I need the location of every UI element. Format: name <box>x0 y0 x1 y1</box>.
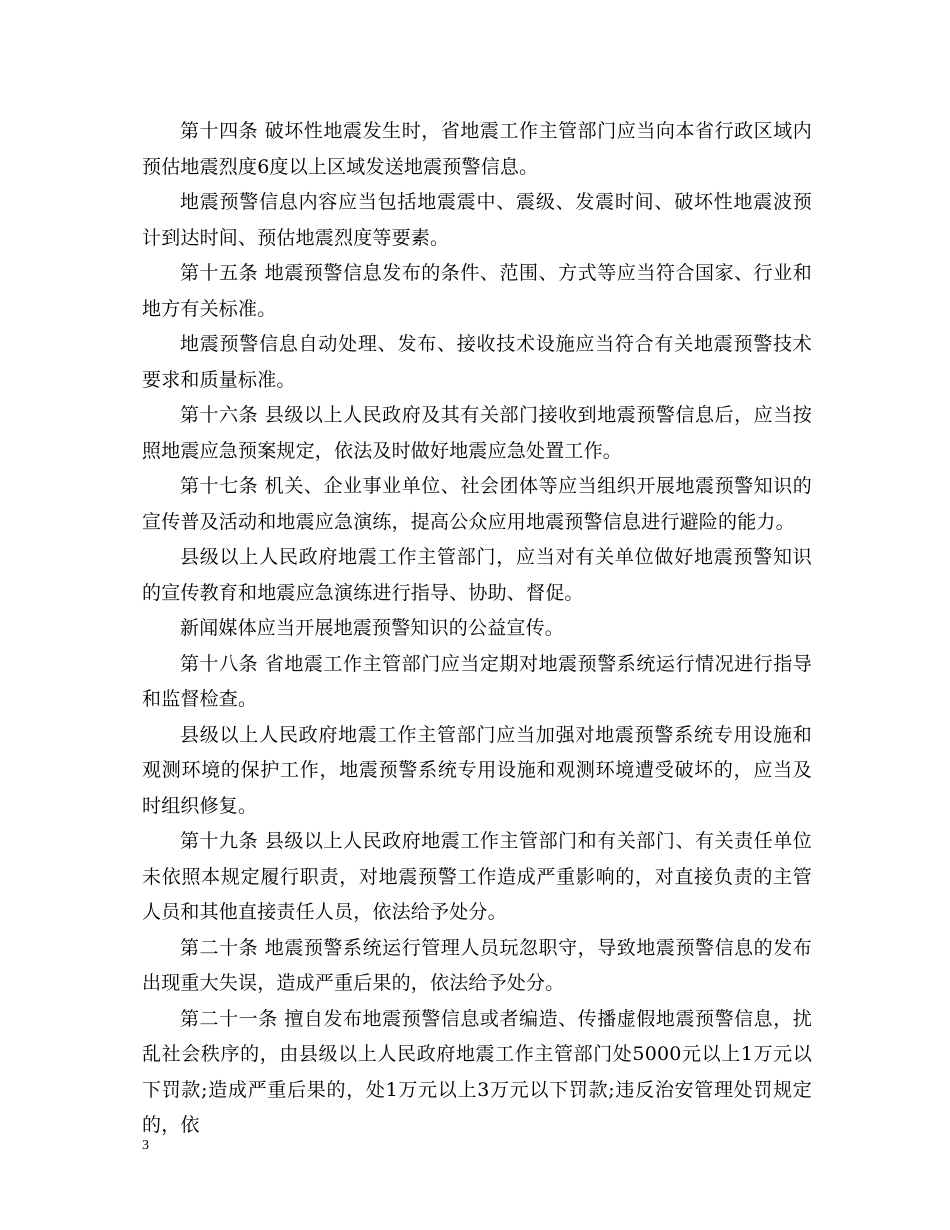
paragraph-article-18: 第十八条 省地震工作主管部门应当定期对地震预警系统运行情况进行指导和监督检查。 <box>142 652 812 710</box>
paragraph-technical-facilities: 地震预警信息自动处理、发布、接收技术设施应当符合有关地震预警技术要求和质量标准。 <box>142 333 812 391</box>
document-body <box>142 114 812 1144</box>
paragraph-news-media: 新闻媒体应当开展地震预警知识的公益宣传。 <box>180 617 565 639</box>
paragraph-county-guidance: 县级以上人民政府地震工作主管部门，应当对有关单位做好地震预警知识的宣传教育和地震应急演练进行指导、协助、督促。 <box>142 546 812 604</box>
paragraph-article-21: 第二十一条 擅自发布地震预警信息或者编造、传播虚假地震预警信息，扰乱社会秩序的，由县级以上人民政府地震工作主管部门处5000元以上1万元以下罚款;造成严重后果的，处1万元以上3万元以下罚款;违反治安管理处罚规定的，依 <box>142 1007 812 1136</box>
paragraph-article-17: 第十七条 机关、企业事业单位、社会团体等应当组织开展地震预警知识的宣传普及活动和地震应急演练，提高公众应用地震预警信息进行避险的能力。 <box>142 475 812 533</box>
paragraph-article-14: 第十四条 破坏性地震发生时，省地震工作主管部门应当向本省行政区域内预估地震烈度6度以上区域发送地震预警信息。 <box>142 120 812 178</box>
paragraph-article-16: 第十六条 县级以上人民政府及其有关部门接收到地震预警信息后，应当按照地震应急预案规定，依法及时做好地震应急处置工作。 <box>142 404 812 462</box>
paragraph-article-19: 第十九条 县级以上人民政府地震工作主管部门和有关部门、有关责任单位未依照本规定履行职责，对地震预警工作造成严重影响的，对直接负责的主管人员和其他直接责任人员，依法给予处分。 <box>142 830 812 923</box>
page-number: 3 <box>142 1138 149 1153</box>
paragraph-warning-content: 地震预警信息内容应当包括地震震中、震级、发震时间、破坏性地震波预计到达时间、预估地震烈度等要素。 <box>142 191 812 249</box>
paragraph-facility-protection: 县级以上人民政府地震工作主管部门应当加强对地震预警系统专用设施和观测环境的保护工作，地震预警系统专用设施和观测环境遭受破坏的，应当及时组织修复。 <box>142 723 812 817</box>
paragraph-article-15: 第十五条 地震预警信息发布的条件、范围、方式等应当符合国家、行业和地方有关标准。 <box>142 262 812 320</box>
paragraph-article-20: 第二十条 地震预警系统运行管理人员玩忽职守，导致地震预警信息的发布出现重大失误，造成严重后果的，依法给予处分。 <box>142 936 812 994</box>
